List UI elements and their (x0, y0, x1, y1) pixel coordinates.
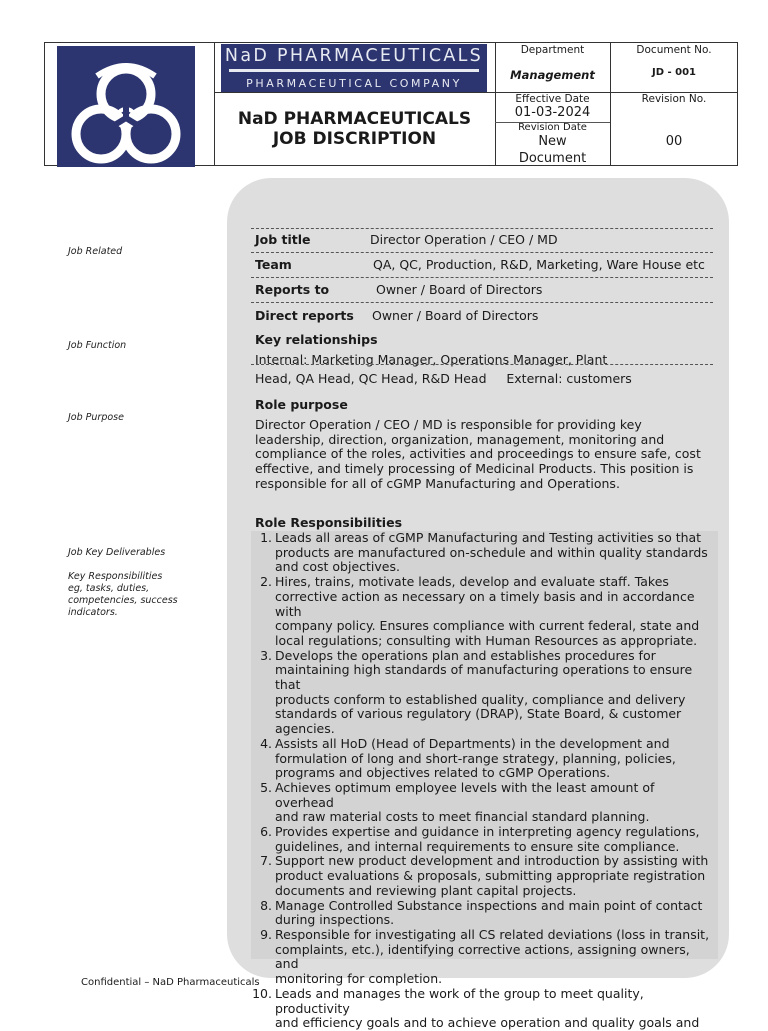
list-item-number: 2. (260, 574, 272, 590)
list-item-line: Achieves optimum employee levels with the least amount of overhead (275, 779, 655, 810)
list-item-line: products conform to established quality, compliance and delivery (275, 691, 686, 707)
list-item-line: formulation of long and short-range strategy, planning, policies, (275, 750, 676, 766)
dashed-divider (251, 277, 713, 278)
list-item (255, 781, 717, 825)
company-logo (45, 43, 214, 165)
team-value: QA, QC, Production, R&D, Marketing, Ware House etc (373, 257, 705, 272)
list-item-number: 4. (260, 735, 272, 751)
margin-label-key-responsibilities: Key Responsibilities (68, 571, 163, 582)
list-item-line: agencies. (275, 721, 335, 737)
list-item-line: maintaining high standards of manufacturing operations to ensure that (275, 662, 693, 693)
document-title (214, 93, 495, 165)
dashed-divider (251, 302, 713, 303)
list-item (255, 854, 717, 898)
role-purpose-text (255, 418, 715, 492)
dashed-divider (251, 252, 713, 253)
list-item (255, 899, 717, 928)
document-no-label: Document No. (636, 44, 712, 56)
list-item-line: corrective action as necessary on a timely basis and in accordance with (275, 588, 695, 619)
list-item-number: 10. (252, 985, 272, 1001)
list-item-number: 7. (260, 853, 272, 869)
list-item-line: Assists all HoD (Head of Departments) in the development and (275, 735, 670, 751)
list-item-number: 9. (260, 926, 272, 942)
key-relationships-line-1: Internal: Marketing Manager, Operations Manager, Plant (255, 352, 608, 367)
list-item-line: Manage Controlled Substance inspections and main point of contact (275, 897, 703, 913)
list-item-line: standards of various regulatory (DRAP), State Board, & customer (275, 706, 682, 722)
margin-label-job-purpose: Job Purpose (68, 412, 124, 423)
list-item-line: and cost objectives. (275, 559, 400, 575)
department-value: Management (510, 68, 595, 82)
margin-label-job-key-deliverables: Job Key Deliverables (68, 547, 166, 558)
list-item (255, 928, 717, 987)
list-item-line: Hires, trains, motivate leads, develop and evaluate staff. Takes (275, 574, 669, 590)
role-purpose-heading: Role purpose (255, 397, 348, 412)
job-title-value: Director Operation / CEO / MD (370, 232, 558, 247)
direct-reports-label: Direct reports (255, 308, 354, 323)
list-item-line: company policy. Ensures compliance with current federal, state and (275, 618, 700, 634)
dashed-divider (251, 228, 713, 229)
revision-no-label: Revision No. (641, 93, 707, 105)
margin-label-job-related: Job Related (68, 246, 123, 257)
revision-no-value: 00 (665, 134, 683, 149)
list-item-number: 3. (260, 647, 272, 663)
list-item-line: Responsible for investigating all CS related deviations (loss in transit, (275, 926, 710, 942)
key-relationships-heading: Key relationships (255, 332, 378, 347)
revision-date-value-1: New (538, 134, 567, 149)
reports-to-label: Reports to (255, 282, 330, 297)
list-item-line: and efficiency goals and to achieve operation and quality goals and (275, 1015, 700, 1031)
role-responsibilities-heading: Role Responsibilities (255, 515, 403, 530)
list-item (255, 649, 717, 737)
document-no-value: JD - 001 (651, 67, 696, 78)
role-purpose-line: leadership, direction, organization, management, monitoring and (255, 431, 665, 447)
margin-label-key-responsibilities-3: competencies, success (68, 595, 178, 606)
revision-date-label: Revision Date (518, 122, 587, 133)
banner-subtitle: PHARMACEUTICAL COMPANY (246, 77, 462, 90)
list-item (255, 825, 717, 854)
role-purpose-line: effective, and timely processing of Medicinal Products. This position is (255, 461, 694, 477)
margin-label-key-responsibilities-4: indicators. (68, 607, 118, 618)
role-purpose-line: Director Operation / CEO / MD is responsible for providing key (255, 417, 642, 432)
list-item-line: Develops the operations plan and establishes procedures for (275, 647, 656, 663)
list-item-line: documents and reviewing plant capital projects. (275, 882, 577, 898)
company-banner (221, 44, 487, 92)
list-item-line: Provides expertise and guidance in interpreting agency regulations, (275, 824, 700, 840)
title-line-1: NaD PHARMACEUTICALS (237, 109, 472, 129)
list-item-line: local regulations; consulting with Human Resources as appropriate. (275, 632, 698, 648)
key-relationships-line-2: Head, QA Head, QC Head, R&D Head External: customers (255, 371, 632, 386)
list-item (252, 985, 717, 1031)
list-item-line: guidelines, and internal requirements to ensure site compliance. (275, 838, 680, 854)
margin-label-job-function: Job Function (68, 340, 127, 351)
department-label: Department (520, 44, 585, 56)
reports-to-value: Owner / Board of Directors (376, 282, 543, 297)
margin-label-key-responsibilities-2: eg, tasks, duties, (68, 583, 150, 594)
list-item-line: complaints, etc.), identifying corrective actions, assigning owners, and (275, 941, 690, 972)
biohazard-logo-icon (57, 46, 195, 167)
list-item-number: 6. (260, 824, 272, 840)
list-item-line: programs and objectives related to cGMP Operations. (275, 765, 611, 781)
list-item (255, 531, 717, 575)
list-item-line: Support new product development and introduction by assisting with (275, 853, 709, 869)
dashed-divider (251, 364, 713, 365)
effective-date-value: 01-03-2024 (514, 105, 591, 120)
list-item-number: 1. (260, 530, 272, 545)
banner-company-name: NaD PHARMACEUTICALS (224, 46, 484, 66)
effective-date-label: Effective Date (515, 93, 590, 105)
role-purpose-line: responsible for all of cGMP Manufacturing and Operations. (255, 475, 620, 491)
list-item-line: products are manufactured on-schedule and within quality standards (275, 544, 708, 560)
responsibilities-list (252, 530, 717, 1031)
list-item-line: during inspections. (275, 912, 395, 928)
list-item-number: 8. (260, 897, 272, 913)
list-item-line: monitoring for completion. (275, 971, 443, 987)
revision-date-value-2: Document (518, 151, 587, 166)
document-header-table (44, 42, 738, 166)
list-item-line: Leads all areas of cGMP Manufacturing and Testing activities so that (275, 530, 702, 545)
list-item (255, 737, 717, 781)
team-label: Team (255, 257, 292, 272)
title-line-2: JOB DISCRIPTION (272, 129, 437, 149)
list-item-line: Leads and manages the work of the group to meet quality, productivity (275, 985, 644, 1016)
job-title-label: Job title (255, 232, 311, 247)
list-item-number: 5. (260, 779, 272, 795)
list-item-line: and raw material costs to meet financial standard planning. (275, 809, 650, 825)
footer-confidential: Confidential – NaD Pharmaceuticals (81, 977, 260, 988)
banner-rule (229, 69, 479, 72)
role-purpose-line: compliance of the roles, activities and proceedings to ensure safe, cost (255, 446, 701, 462)
list-item (255, 575, 717, 649)
direct-reports-value: Owner / Board of Directors (372, 308, 539, 323)
list-item-line: product evaluations & proposals, submitting appropriate registration (275, 868, 706, 884)
